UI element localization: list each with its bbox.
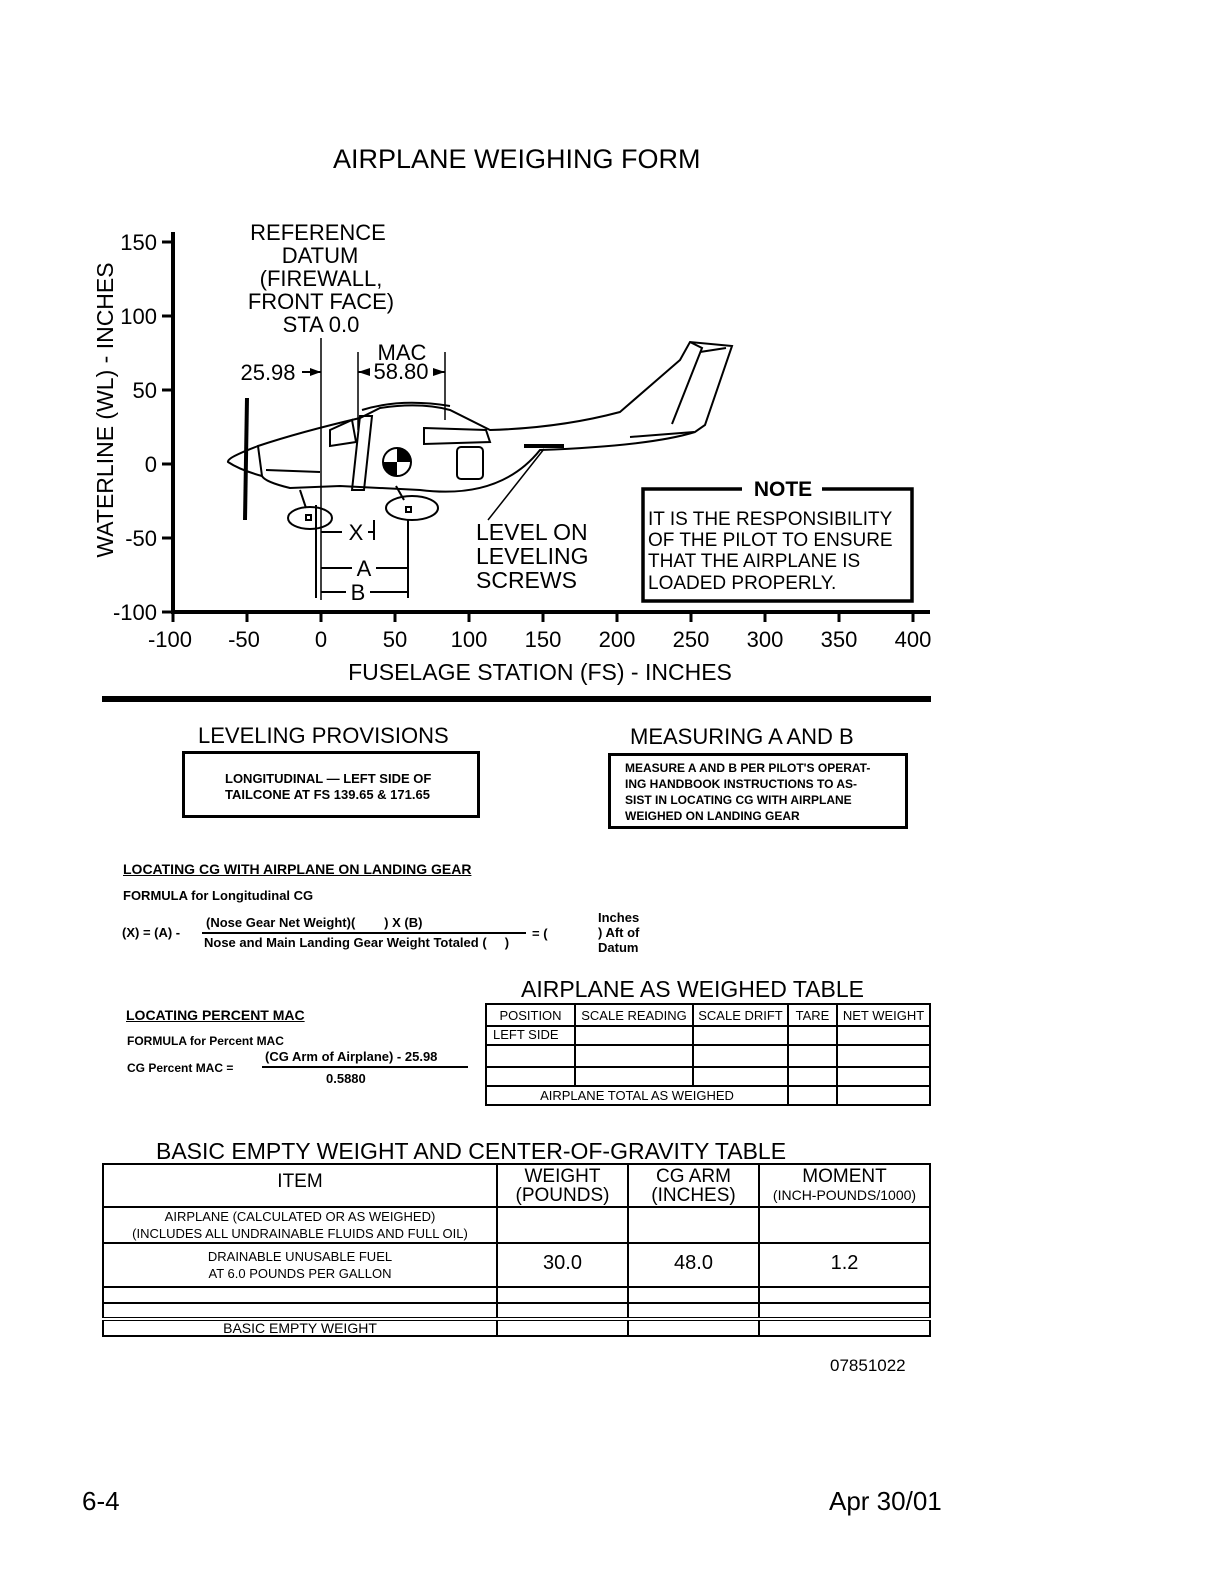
table-header-row [486, 1004, 930, 1026]
as-weighed-table [485, 1003, 931, 1106]
measuring-box [608, 753, 908, 829]
note-line: LOADED PROPERLY. [648, 573, 837, 594]
dim-b-label: B [350, 580, 366, 605]
y-tick-label: 0 [144, 452, 157, 477]
page-number: 6-4 [82, 1486, 120, 1516]
cg-result-line: Datum [598, 940, 639, 955]
y-axis-label: WATERLINE (WL) - INCHES [92, 262, 118, 558]
table-cell[interactable] [693, 1045, 788, 1067]
x-tick-label: 100 [450, 627, 488, 652]
col-header: SCALE DRIFT [693, 1004, 788, 1026]
footer-label: BASIC EMPTY WEIGHT [103, 1319, 497, 1336]
x-axis-label: FUSELAGE STATION (FS) - INCHES [348, 659, 732, 685]
table-row [103, 1243, 930, 1287]
cg-result-line: ) Aft of [598, 925, 640, 940]
table-footer-row [103, 1319, 930, 1336]
table-cell[interactable] [837, 1045, 930, 1067]
mac-value: 58.80 [373, 359, 429, 384]
table-header-row [103, 1164, 930, 1207]
weight-cell[interactable] [497, 1207, 628, 1243]
y-tick-label: -50 [125, 526, 157, 551]
table-cell[interactable] [788, 1067, 837, 1086]
col-header: POSITION [486, 1004, 575, 1026]
table-row [486, 1026, 930, 1045]
table-cell[interactable] [788, 1086, 837, 1105]
weighing-diagram [0, 0, 1224, 700]
datum-label-line: DATUM [281, 243, 359, 268]
note-line: THAT THE AIRPLANE IS [648, 551, 861, 572]
cg-formula-denominator: Nose and Main Landing Gear Weight Totaled ( ) [204, 935, 510, 950]
weight-cell: 30.0 [497, 1243, 628, 1287]
y-tick-label: 150 [120, 230, 157, 255]
table-cell[interactable] [759, 1287, 930, 1303]
table-total-row [486, 1086, 930, 1105]
table-cell[interactable] [628, 1287, 759, 1303]
cg-formula-numerator: (Nose Gear Net Weight)( ) X (B) [206, 915, 423, 930]
cg-symbol [383, 448, 411, 476]
table-cell[interactable] [759, 1303, 930, 1319]
datum-label-line: STA 0.0 [282, 312, 360, 337]
y-tick-label: 50 [132, 378, 157, 403]
col-header-item: ITEM [103, 1164, 497, 1207]
cg-formula-equals: = ( [532, 926, 548, 941]
mac-label: MAC [377, 340, 427, 365]
row-item: DRAINABLE UNUSABLE FUEL AT 6.0 POUNDS PER GALLON [103, 1243, 497, 1287]
table-cell[interactable] [486, 1045, 575, 1067]
table-cell[interactable] [693, 1067, 788, 1086]
cg-formula-subheading: FORMULA for Longitudinal CG [123, 888, 314, 903]
table-row [486, 1067, 930, 1086]
col-header-cg-arm: CG ARM (INCHES) [628, 1164, 759, 1207]
cg-result-line: Inches [598, 910, 640, 925]
table-cell[interactable] [486, 1067, 575, 1086]
measuring-line: ING HANDBOOK INSTRUCTIONS TO AS- [625, 777, 858, 791]
x-tick-label: 0 [314, 627, 328, 652]
row-label: LEFT SIDE [486, 1026, 575, 1045]
x-tick-label: 300 [746, 627, 784, 652]
figure-number: 07851022 [830, 1356, 906, 1375]
table-cell[interactable] [575, 1026, 693, 1045]
mac-offset: 25.98 [240, 360, 296, 385]
mac-fraction-bar [262, 1066, 468, 1068]
x-tick-label: 200 [598, 627, 636, 652]
x-tick-label: 250 [672, 627, 710, 652]
cg-formula-result [598, 910, 639, 955]
table-cell[interactable] [837, 1026, 930, 1045]
col-header: NET WEIGHT [837, 1004, 930, 1026]
dim-a-label: A [356, 556, 372, 581]
measuring-line: MEASURE A AND B PER PILOT'S OPERAT- [625, 761, 871, 775]
table-cell[interactable] [497, 1287, 628, 1303]
mac-formula-lhs: CG Percent MAC = [127, 1061, 234, 1075]
table-cell[interactable] [788, 1045, 837, 1067]
note-title: NOTE [753, 478, 813, 501]
table-row [103, 1207, 930, 1243]
note-line: IT IS THE RESPONSIBILITY [648, 509, 893, 530]
table-cell[interactable] [693, 1026, 788, 1045]
table-cell[interactable] [837, 1086, 930, 1105]
basic-empty-table [102, 1163, 931, 1337]
dim-x-label: X [348, 520, 364, 545]
cg-arm-cell: 48.0 [628, 1243, 759, 1287]
as-weighed-title: AIRPLANE AS WEIGHED TABLE [521, 976, 864, 1002]
table-cell[interactable] [628, 1303, 759, 1319]
cg-fraction-bar [202, 932, 526, 934]
leveling-title: LEVELING PROVISIONS [198, 723, 449, 748]
level-note-line: LEVEL ON [476, 519, 588, 545]
x-tick-label: 150 [524, 627, 562, 652]
row-item: AIRPLANE (CALCULATED OR AS WEIGHED) (INCLUDES ALL UNDRAINABLE FLUIDS AND FULL OIL) [103, 1207, 497, 1243]
col-header-moment: MOMENT (INCH-POUNDS/1000) [759, 1164, 930, 1207]
table-cell[interactable] [575, 1067, 693, 1086]
note-line: OF THE PILOT TO ENSURE [648, 530, 893, 551]
table-row [103, 1303, 930, 1319]
datum-label-line: (FIREWALL, [259, 266, 383, 291]
y-tick-label: 100 [120, 304, 157, 329]
table-cell[interactable] [497, 1303, 628, 1319]
cg-arm-cell[interactable] [628, 1207, 759, 1243]
table-cell[interactable] [628, 1319, 759, 1336]
mac-formula-numerator: (CG Arm of Airplane) - 25.98 [265, 1049, 438, 1064]
mac-formula-denominator: 0.5880 [326, 1071, 366, 1086]
x-tick-label: 400 [894, 627, 932, 652]
table-cell[interactable] [103, 1303, 497, 1319]
level-note-line: LEVELING [476, 543, 589, 569]
table-cell[interactable] [497, 1319, 628, 1336]
measuring-line: SIST IN LOCATING CG WITH AIRPLANE [625, 793, 852, 807]
mac-formula-heading: LOCATING PERCENT MAC [126, 1007, 305, 1023]
x-tick-label: -50 [228, 627, 260, 652]
cg-formula-lhs: (X) = (A) - [122, 925, 181, 940]
x-tick-label: -100 [147, 627, 193, 652]
datum-label-line: FRONT FACE) [247, 289, 395, 314]
table-cell[interactable] [837, 1067, 930, 1086]
col-header: TARE [788, 1004, 837, 1026]
table-cell[interactable] [788, 1026, 837, 1045]
total-label: AIRPLANE TOTAL AS WEIGHED [486, 1086, 788, 1105]
table-cell[interactable] [759, 1319, 930, 1336]
page-title: AIRPLANE WEIGHING FORM [333, 144, 701, 174]
mac-formula-subheading: FORMULA for Percent MAC [127, 1034, 284, 1048]
section-divider [102, 696, 931, 702]
level-note-line: SCREWS [476, 567, 577, 593]
leveling-line: TAILCONE AT FS 139.65 & 171.65 [225, 787, 430, 802]
measuring-line: WEIGHED ON LANDING GEAR [625, 809, 800, 823]
x-tick-label: 350 [820, 627, 858, 652]
basic-empty-title: BASIC EMPTY WEIGHT AND CENTER-OF-GRAVITY TABLE [156, 1138, 787, 1164]
leveling-box [182, 751, 480, 818]
table-cell[interactable] [575, 1045, 693, 1067]
x-tick-label: 50 [382, 627, 408, 652]
y-tick-label: -100 [112, 600, 157, 625]
table-cell[interactable] [103, 1287, 497, 1303]
moment-cell[interactable] [759, 1207, 930, 1243]
datum-label-line: REFERENCE [250, 220, 386, 245]
col-header: SCALE READING [575, 1004, 693, 1026]
table-row [103, 1287, 930, 1303]
page-date: Apr 30/01 [829, 1486, 942, 1516]
col-header-weight: WEIGHT (POUNDS) [497, 1164, 628, 1207]
moment-cell: 1.2 [759, 1243, 930, 1287]
table-row [486, 1045, 930, 1067]
leveling-line: LONGITUDINAL — LEFT SIDE OF [225, 771, 432, 786]
cg-formula-heading: LOCATING CG WITH AIRPLANE ON LANDING GEAR [123, 861, 472, 877]
measuring-title: MEASURING A AND B [630, 724, 854, 749]
